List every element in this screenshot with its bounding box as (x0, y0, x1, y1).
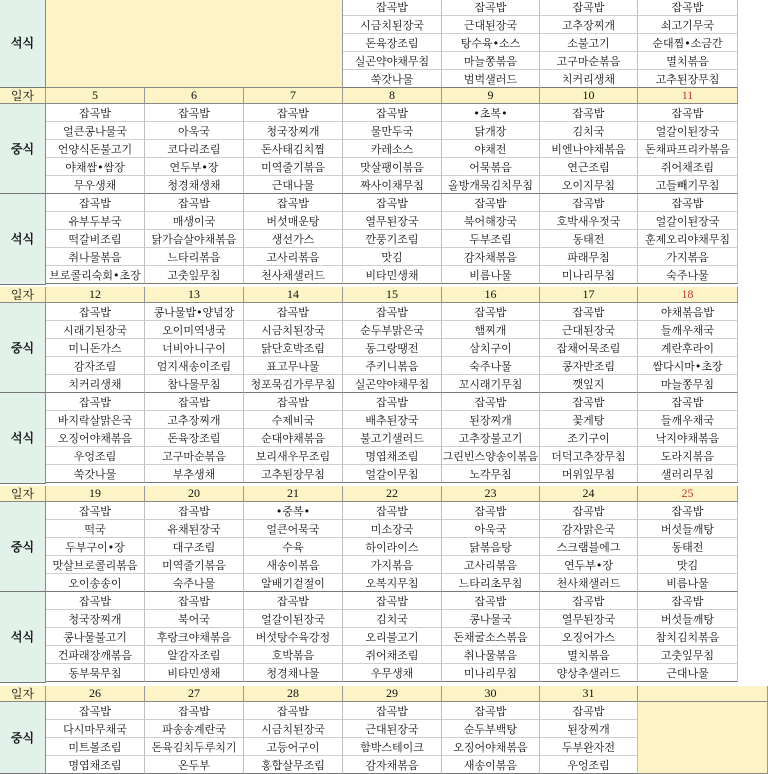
menu-item: 잡곡밥 (145, 104, 244, 122)
menu-item: 잡곡밥 (343, 303, 442, 321)
menu-item: 천사채샐러드 (540, 574, 638, 592)
menu-item: 근대된장국 (343, 720, 442, 738)
menu-item: 야채볶음밥 (638, 303, 738, 321)
menu-item: 더덕고추장무침 (540, 447, 638, 465)
menu-item: 콩자반조림 (540, 357, 638, 375)
meal-label-dinner: 석식 (0, 194, 46, 284)
menu-item: 비름나물 (442, 266, 540, 284)
menu-item: 범벅샐러드 (442, 70, 540, 88)
menu-item: 떡국 (46, 520, 145, 538)
menu-item: 잡곡밥 (442, 502, 540, 520)
menu-item: 잡곡밥 (343, 393, 442, 411)
menu-item: 언양식돈불고기 (46, 140, 145, 158)
menu-item: 비타민생채 (145, 664, 244, 682)
menu-item: 잡곡밥 (244, 303, 343, 321)
menu-item: 시금치된장국 (343, 16, 442, 34)
menu-item: 잡곡밥 (442, 702, 540, 720)
menu-item: 고들빼기무침 (638, 176, 738, 194)
menu-item: 근대나물 (638, 664, 738, 682)
menu-item: 잡곡밥 (540, 104, 638, 122)
menu-item: 청국장찌개 (244, 122, 343, 140)
menu-item: 오징어야채볶음 (442, 738, 540, 756)
menu-item: 동태전 (638, 538, 738, 556)
menu-item: 잡곡밥 (244, 592, 343, 610)
menu-item: 쑥갓나물 (343, 70, 442, 88)
day-header-label: 일자 (0, 686, 46, 702)
menu-item: 취나물볶음 (442, 646, 540, 664)
menu-item: 샐러리무침 (638, 465, 738, 483)
menu-item: 감자조림 (46, 357, 145, 375)
menu-item: 양상추샐러드 (540, 664, 638, 682)
menu-item: 잡곡밥 (46, 194, 145, 212)
menu-item: 잡채어묵조림 (540, 339, 638, 357)
menu-item: 실곤약야채무침 (343, 375, 442, 393)
menu-item: 떡갈비조림 (46, 230, 145, 248)
menu-item: 쑥갓나물 (46, 465, 145, 483)
menu-item: 비타민생채 (343, 266, 442, 284)
day-number: 26 (46, 686, 145, 702)
menu-item: 잡곡밥 (343, 0, 442, 16)
menu-item: 미나리무침 (540, 266, 638, 284)
day-number: 13 (145, 287, 244, 303)
menu-item: 잡곡밥 (540, 393, 638, 411)
day-number: 16 (442, 287, 540, 303)
day-number: 10 (540, 88, 638, 104)
meal-label-dinner: 석식 (0, 0, 46, 88)
menu-item: 순대야채볶음 (244, 429, 343, 447)
menu-item: 맛김 (638, 556, 738, 574)
menu-item: 멸치볶음 (540, 646, 638, 664)
menu-item: 쇠고기무국 (638, 16, 738, 34)
day-number: 22 (343, 486, 442, 502)
menu-item: 버섯들깨탕 (638, 520, 738, 538)
menu-item: 잡곡밥 (145, 393, 244, 411)
menu-item: 미나리무침 (442, 664, 540, 682)
menu-item: 근대된장국 (540, 321, 638, 339)
menu-item: 두부조림 (442, 230, 540, 248)
day-number: 23 (442, 486, 540, 502)
menu-item: 잡곡밥 (442, 0, 540, 16)
menu-item: 낙지야채볶음 (638, 429, 738, 447)
menu-item: 노각무침 (442, 465, 540, 483)
menu-item: 돈육장조림 (343, 34, 442, 52)
menu-item: 탕수육•소스 (442, 34, 540, 52)
day-number: 31 (540, 686, 638, 702)
menu-item: 잡곡밥 (638, 0, 738, 16)
menu-item: 오징어가스 (540, 628, 638, 646)
menu-item: 유채된장국 (145, 520, 244, 538)
menu-item: 가지볶음 (343, 556, 442, 574)
meal-label-lunch: 중식 (0, 303, 46, 393)
menu-item: 마늘쫑볶음 (442, 52, 540, 70)
menu-item: 잡곡밥 (540, 502, 638, 520)
day-number: 11 (638, 88, 738, 104)
menu-item: 오복지무침 (343, 574, 442, 592)
menu-item: 고추장찌개 (145, 411, 244, 429)
menu-item: 김치국 (343, 610, 442, 628)
menu-item: 오이송송이 (46, 574, 145, 592)
menu-item: 생선가스 (244, 230, 343, 248)
menu-item: 파송송계란국 (145, 720, 244, 738)
menu-item: 오징어야채볶음 (46, 429, 145, 447)
menu-item: 오이지무침 (540, 176, 638, 194)
menu-item: 잡곡밥 (638, 194, 738, 212)
menu-item: 치커리생채 (46, 375, 145, 393)
menu-item: 엄지새송이조림 (145, 357, 244, 375)
menu-item: 쥐어채조림 (343, 646, 442, 664)
menu-item: 순두부맑은국 (343, 321, 442, 339)
menu-item: 돈육장조림 (145, 429, 244, 447)
menu-item: 열무된장국 (540, 610, 638, 628)
menu-item: 카레소스 (343, 140, 442, 158)
menu-item: 꽃게탕 (540, 411, 638, 429)
menu-item: 미트볼조림 (46, 738, 145, 756)
menu-item: •중복• (244, 502, 343, 520)
menu-item: 다시마무채국 (46, 720, 145, 738)
menu-item: 숙주나물 (145, 574, 244, 592)
menu-item: 물만두국 (343, 122, 442, 140)
menu-item: 멸치볶음 (638, 52, 738, 70)
menu-item: 버섯탕수육강정 (244, 628, 343, 646)
menu-item: 잡곡밥 (343, 702, 442, 720)
menu-item: 얼갈이무침 (343, 465, 442, 483)
day-number: 5 (46, 88, 145, 104)
menu-item: 짜사이채무침 (343, 176, 442, 194)
menu-item: 연근조림 (540, 158, 638, 176)
menu-item: 알배기겉절이 (244, 574, 343, 592)
menu-item: 잡곡밥 (46, 702, 145, 720)
menu-item: 잡곡밥 (540, 702, 638, 720)
menu-item: 잡곡밥 (145, 502, 244, 520)
menu-item: 호박새우젓국 (540, 212, 638, 230)
menu-item: 계란후라이 (638, 339, 738, 357)
menu-item: 잡곡밥 (540, 194, 638, 212)
menu-item: 쥐어채조림 (638, 158, 738, 176)
menu-item: 부추생채 (145, 465, 244, 483)
menu-item: 동태전 (540, 230, 638, 248)
menu-item: 우엉조림 (46, 447, 145, 465)
menu-item: 청국장찌개 (46, 610, 145, 628)
menu-item: 우엉조림 (540, 756, 638, 774)
menu-item: 얼갈이된장국 (638, 122, 738, 140)
menu-item: 너비아니구이 (145, 339, 244, 357)
day-header-label: 일자 (0, 88, 46, 104)
menu-item: 참나물무침 (145, 375, 244, 393)
menu-item: 시금치된장국 (244, 720, 343, 738)
menu-item: 얼큰어묵국 (244, 520, 343, 538)
menu-item: 잡곡밥 (540, 303, 638, 321)
menu-item: 돈채파프리카볶음 (638, 140, 738, 158)
menu-item: 유부두부국 (46, 212, 145, 230)
menu-item: 미니돈가스 (46, 339, 145, 357)
empty-day-block (638, 702, 768, 774)
menu-item: 감자채볶음 (442, 248, 540, 266)
menu-item: 홍합살무조림 (244, 756, 343, 774)
menu-item: 시래기된장국 (46, 321, 145, 339)
menu-item: 치커리생채 (540, 70, 638, 88)
day-number-empty (638, 686, 768, 702)
menu-item: 고등어구이 (244, 738, 343, 756)
day-number: 30 (442, 686, 540, 702)
day-number: 19 (46, 486, 145, 502)
menu-item: 잡곡밥 (145, 194, 244, 212)
menu-item: 잡곡밥 (46, 592, 145, 610)
menu-item: 고구마순볶음 (540, 52, 638, 70)
day-number: 8 (343, 88, 442, 104)
menu-item: 조기구이 (540, 429, 638, 447)
menu-item: 숙주나물 (638, 266, 738, 284)
day-number: 12 (46, 287, 145, 303)
menu-item: 잡곡밥 (638, 502, 738, 520)
menu-item: 청포묵김가루무침 (244, 375, 343, 393)
menu-item: 돈사태김치찜 (244, 140, 343, 158)
menu-item: 콩나물불고기 (46, 628, 145, 646)
menu-item: 불고기샐러드 (343, 429, 442, 447)
menu-item: 수제비국 (244, 411, 343, 429)
menu-item: 잡곡밥 (638, 393, 738, 411)
menu-item: 잡곡밥 (244, 702, 343, 720)
menu-item: 온두부 (145, 756, 244, 774)
menu-item: 근대된장국 (442, 16, 540, 34)
menu-item: 매생이국 (145, 212, 244, 230)
menu-item: 감자맑은국 (540, 520, 638, 538)
meal-label-lunch: 중식 (0, 502, 46, 592)
menu-item: 우무생채 (343, 664, 442, 682)
menu-item: 고춧잎무침 (638, 646, 738, 664)
day-number: 14 (244, 287, 343, 303)
menu-item: 건파래장깨볶음 (46, 646, 145, 664)
menu-item: 잡곡밥 (638, 592, 738, 610)
menu-item: 두부구이•장 (46, 538, 145, 556)
menu-item: 야채쌈•쌈장 (46, 158, 145, 176)
menu-item: 닭볶음탕 (442, 538, 540, 556)
menu-item: 청경채생채 (145, 176, 244, 194)
day-number: 17 (540, 287, 638, 303)
day-number: 25 (638, 486, 738, 502)
menu-item: 버섯매운탕 (244, 212, 343, 230)
menu-item: 잡곡밥 (442, 303, 540, 321)
menu-item: 맛살팽이볶음 (343, 158, 442, 176)
menu-item: 고구마순볶음 (145, 447, 244, 465)
menu-item: 잡곡밥 (540, 0, 638, 16)
day-number: 6 (145, 88, 244, 104)
menu-item: 잡곡밥 (343, 592, 442, 610)
menu-item: 비름나물 (638, 574, 738, 592)
day-number: 27 (145, 686, 244, 702)
menu-item: •초복• (442, 104, 540, 122)
menu-item: 느타리볶음 (145, 248, 244, 266)
menu-item: 잡곡밥 (343, 502, 442, 520)
menu-item: 코다리조림 (145, 140, 244, 158)
menu-item: 취나물볶음 (46, 248, 145, 266)
menu-item: 고추장찌개 (540, 16, 638, 34)
menu-item: 올방개묵김치무침 (442, 176, 540, 194)
day-number: 29 (343, 686, 442, 702)
day-number: 24 (540, 486, 638, 502)
menu-item: 새송이볶음 (244, 556, 343, 574)
meal-label-lunch: 중식 (0, 702, 46, 774)
menu-item: 잡곡밥 (442, 393, 540, 411)
menu-item: 콩나물국 (442, 610, 540, 628)
menu-item: 배추된장국 (343, 411, 442, 429)
menu-item: 잡곡밥 (638, 104, 738, 122)
menu-item: 천사채샐러드 (244, 266, 343, 284)
menu-item: 어묵볶음 (442, 158, 540, 176)
menu-item: 실곤약야채무침 (343, 52, 442, 70)
menu-item: 명엽채조림 (46, 756, 145, 774)
menu-item: 잡곡밥 (145, 592, 244, 610)
menu-item: 닭개장 (442, 122, 540, 140)
menu-item: 대구조림 (145, 538, 244, 556)
menu-item: 미역줄기볶음 (244, 158, 343, 176)
menu-item: 보리새우무조림 (244, 447, 343, 465)
menu-item: 고추된장무침 (638, 70, 738, 88)
menu-item: 들깨우채국 (638, 321, 738, 339)
menu-item: 표고무나물 (244, 357, 343, 375)
menu-item: 동부묵무침 (46, 664, 145, 682)
menu-item: 돈육김치두루치기 (145, 738, 244, 756)
menu-item: 바지락살맑은국 (46, 411, 145, 429)
menu-item: 오이미역냉국 (145, 321, 244, 339)
menu-item: 잡곡밥 (46, 303, 145, 321)
menu-item: 깻잎지 (540, 375, 638, 393)
menu-item: 잡곡밥 (540, 592, 638, 610)
menu-item: 호박볶음 (244, 646, 343, 664)
menu-item: 깐풍기조림 (343, 230, 442, 248)
menu-item: 새송이볶음 (442, 756, 540, 774)
menu-item: 잡곡밥 (46, 393, 145, 411)
menu-item: 된장찌개 (540, 720, 638, 738)
menu-item: 두부완자전 (540, 738, 638, 756)
menu-item: 마늘쫑무침 (638, 375, 738, 393)
menu-item: 고춧잎무침 (145, 266, 244, 284)
menu-item: 고사리볶음 (442, 556, 540, 574)
day-number: 20 (145, 486, 244, 502)
day-number: 28 (244, 686, 343, 702)
menu-item: 햄찌개 (442, 321, 540, 339)
menu-item: 주키니볶음 (343, 357, 442, 375)
menu-item: 스크램블에그 (540, 538, 638, 556)
menu-item: 후랑크야채볶음 (145, 628, 244, 646)
menu-item: 청경채나물 (244, 664, 343, 682)
menu-item: 훈제오리야채무침 (638, 230, 738, 248)
menu-item: 김치국 (540, 122, 638, 140)
menu-item: 잡곡밥 (442, 194, 540, 212)
menu-item: 버섯들깨탕 (638, 610, 738, 628)
menu-item: 쌈다시마•초장 (638, 357, 738, 375)
menu-item: 명엽채조림 (343, 447, 442, 465)
menu-item: 맛살브로콜리볶음 (46, 556, 145, 574)
menu-item: 잡곡밥 (145, 702, 244, 720)
menu-item: 북어국 (145, 610, 244, 628)
menu-item: 잡곡밥 (244, 194, 343, 212)
menu-item: 얼갈이된장국 (244, 610, 343, 628)
meal-label-dinner: 석식 (0, 393, 46, 483)
menu-item: 꼬시래기무침 (442, 375, 540, 393)
menu-item: 도라지볶음 (638, 447, 738, 465)
menu-item: 돈채굴소스볶음 (442, 628, 540, 646)
menu-item: 얼큰콩나물국 (46, 122, 145, 140)
menu-item: 잡곡밥 (343, 194, 442, 212)
day-number: 7 (244, 88, 343, 104)
menu-item: 소불고기 (540, 34, 638, 52)
menu-item: 연두부•장 (145, 158, 244, 176)
menu-item: 잡곡밥 (46, 502, 145, 520)
menu-item: 맛김 (343, 248, 442, 266)
menu-item: 고추장불고기 (442, 429, 540, 447)
menu-item: 느타리초무침 (442, 574, 540, 592)
menu-item: 열무된장국 (343, 212, 442, 230)
menu-item: 시금치된장국 (244, 321, 343, 339)
menu-item: 야채전 (442, 140, 540, 158)
menu-item: 숙주나물 (442, 357, 540, 375)
menu-item: 무우생채 (46, 176, 145, 194)
menu-item: 미역줄기볶음 (145, 556, 244, 574)
menu-item: 수육 (244, 538, 343, 556)
menu-item: 얼갈이된장국 (638, 212, 738, 230)
meal-label-lunch: 중식 (0, 104, 46, 194)
menu-item: 머위잎무침 (540, 465, 638, 483)
menu-item: 파래무침 (540, 248, 638, 266)
menu-item: 잡곡밥 (442, 592, 540, 610)
menu-item: 북어해장국 (442, 212, 540, 230)
day-number: 21 (244, 486, 343, 502)
menu-item: 들깨우채국 (638, 411, 738, 429)
menu-item: 고사리볶음 (244, 248, 343, 266)
menu-item: 참치김치볶음 (638, 628, 738, 646)
menu-item: 닭가슴살야채볶음 (145, 230, 244, 248)
menu-item: 콩나물밥•양념장 (145, 303, 244, 321)
menu-item: 연두부•장 (540, 556, 638, 574)
menu-item: 잡곡밥 (244, 393, 343, 411)
menu-item: 동그랑땡전 (343, 339, 442, 357)
menu-item: 잡곡밥 (46, 104, 145, 122)
menu-item: 가지볶음 (638, 248, 738, 266)
day-number: 9 (442, 88, 540, 104)
menu-item: 삼치구이 (442, 339, 540, 357)
day-number: 18 (638, 287, 738, 303)
menu-item: 미소장국 (343, 520, 442, 538)
menu-item: 브로콜리숙회•초장 (46, 266, 145, 284)
menu-item: 된장찌개 (442, 411, 540, 429)
day-header-label: 일자 (0, 287, 46, 303)
menu-item: 비엔나야채볶음 (540, 140, 638, 158)
day-header-label: 일자 (0, 486, 46, 502)
day-number: 15 (343, 287, 442, 303)
menu-item: 닭단호박조림 (244, 339, 343, 357)
menu-item: 하이라이스 (343, 538, 442, 556)
menu-item: 함박스테이크 (343, 738, 442, 756)
menu-item: 잡곡밥 (343, 104, 442, 122)
meal-label-dinner: 석식 (0, 592, 46, 682)
menu-item: 순대찜•소금간 (638, 34, 738, 52)
menu-item: 고추된장무침 (244, 465, 343, 483)
menu-item: 알감자조림 (145, 646, 244, 664)
empty-day-block (46, 0, 343, 88)
menu-item: 근대나물 (244, 176, 343, 194)
menu-item: 그린빈스양송이볶음 (442, 447, 540, 465)
menu-item: 감자채볶음 (343, 756, 442, 774)
menu-item: 오리불고기 (343, 628, 442, 646)
menu-item: 잡곡밥 (244, 104, 343, 122)
menu-item: 순두부백탕 (442, 720, 540, 738)
menu-item: 아욱국 (145, 122, 244, 140)
menu-item: 아욱국 (442, 520, 540, 538)
